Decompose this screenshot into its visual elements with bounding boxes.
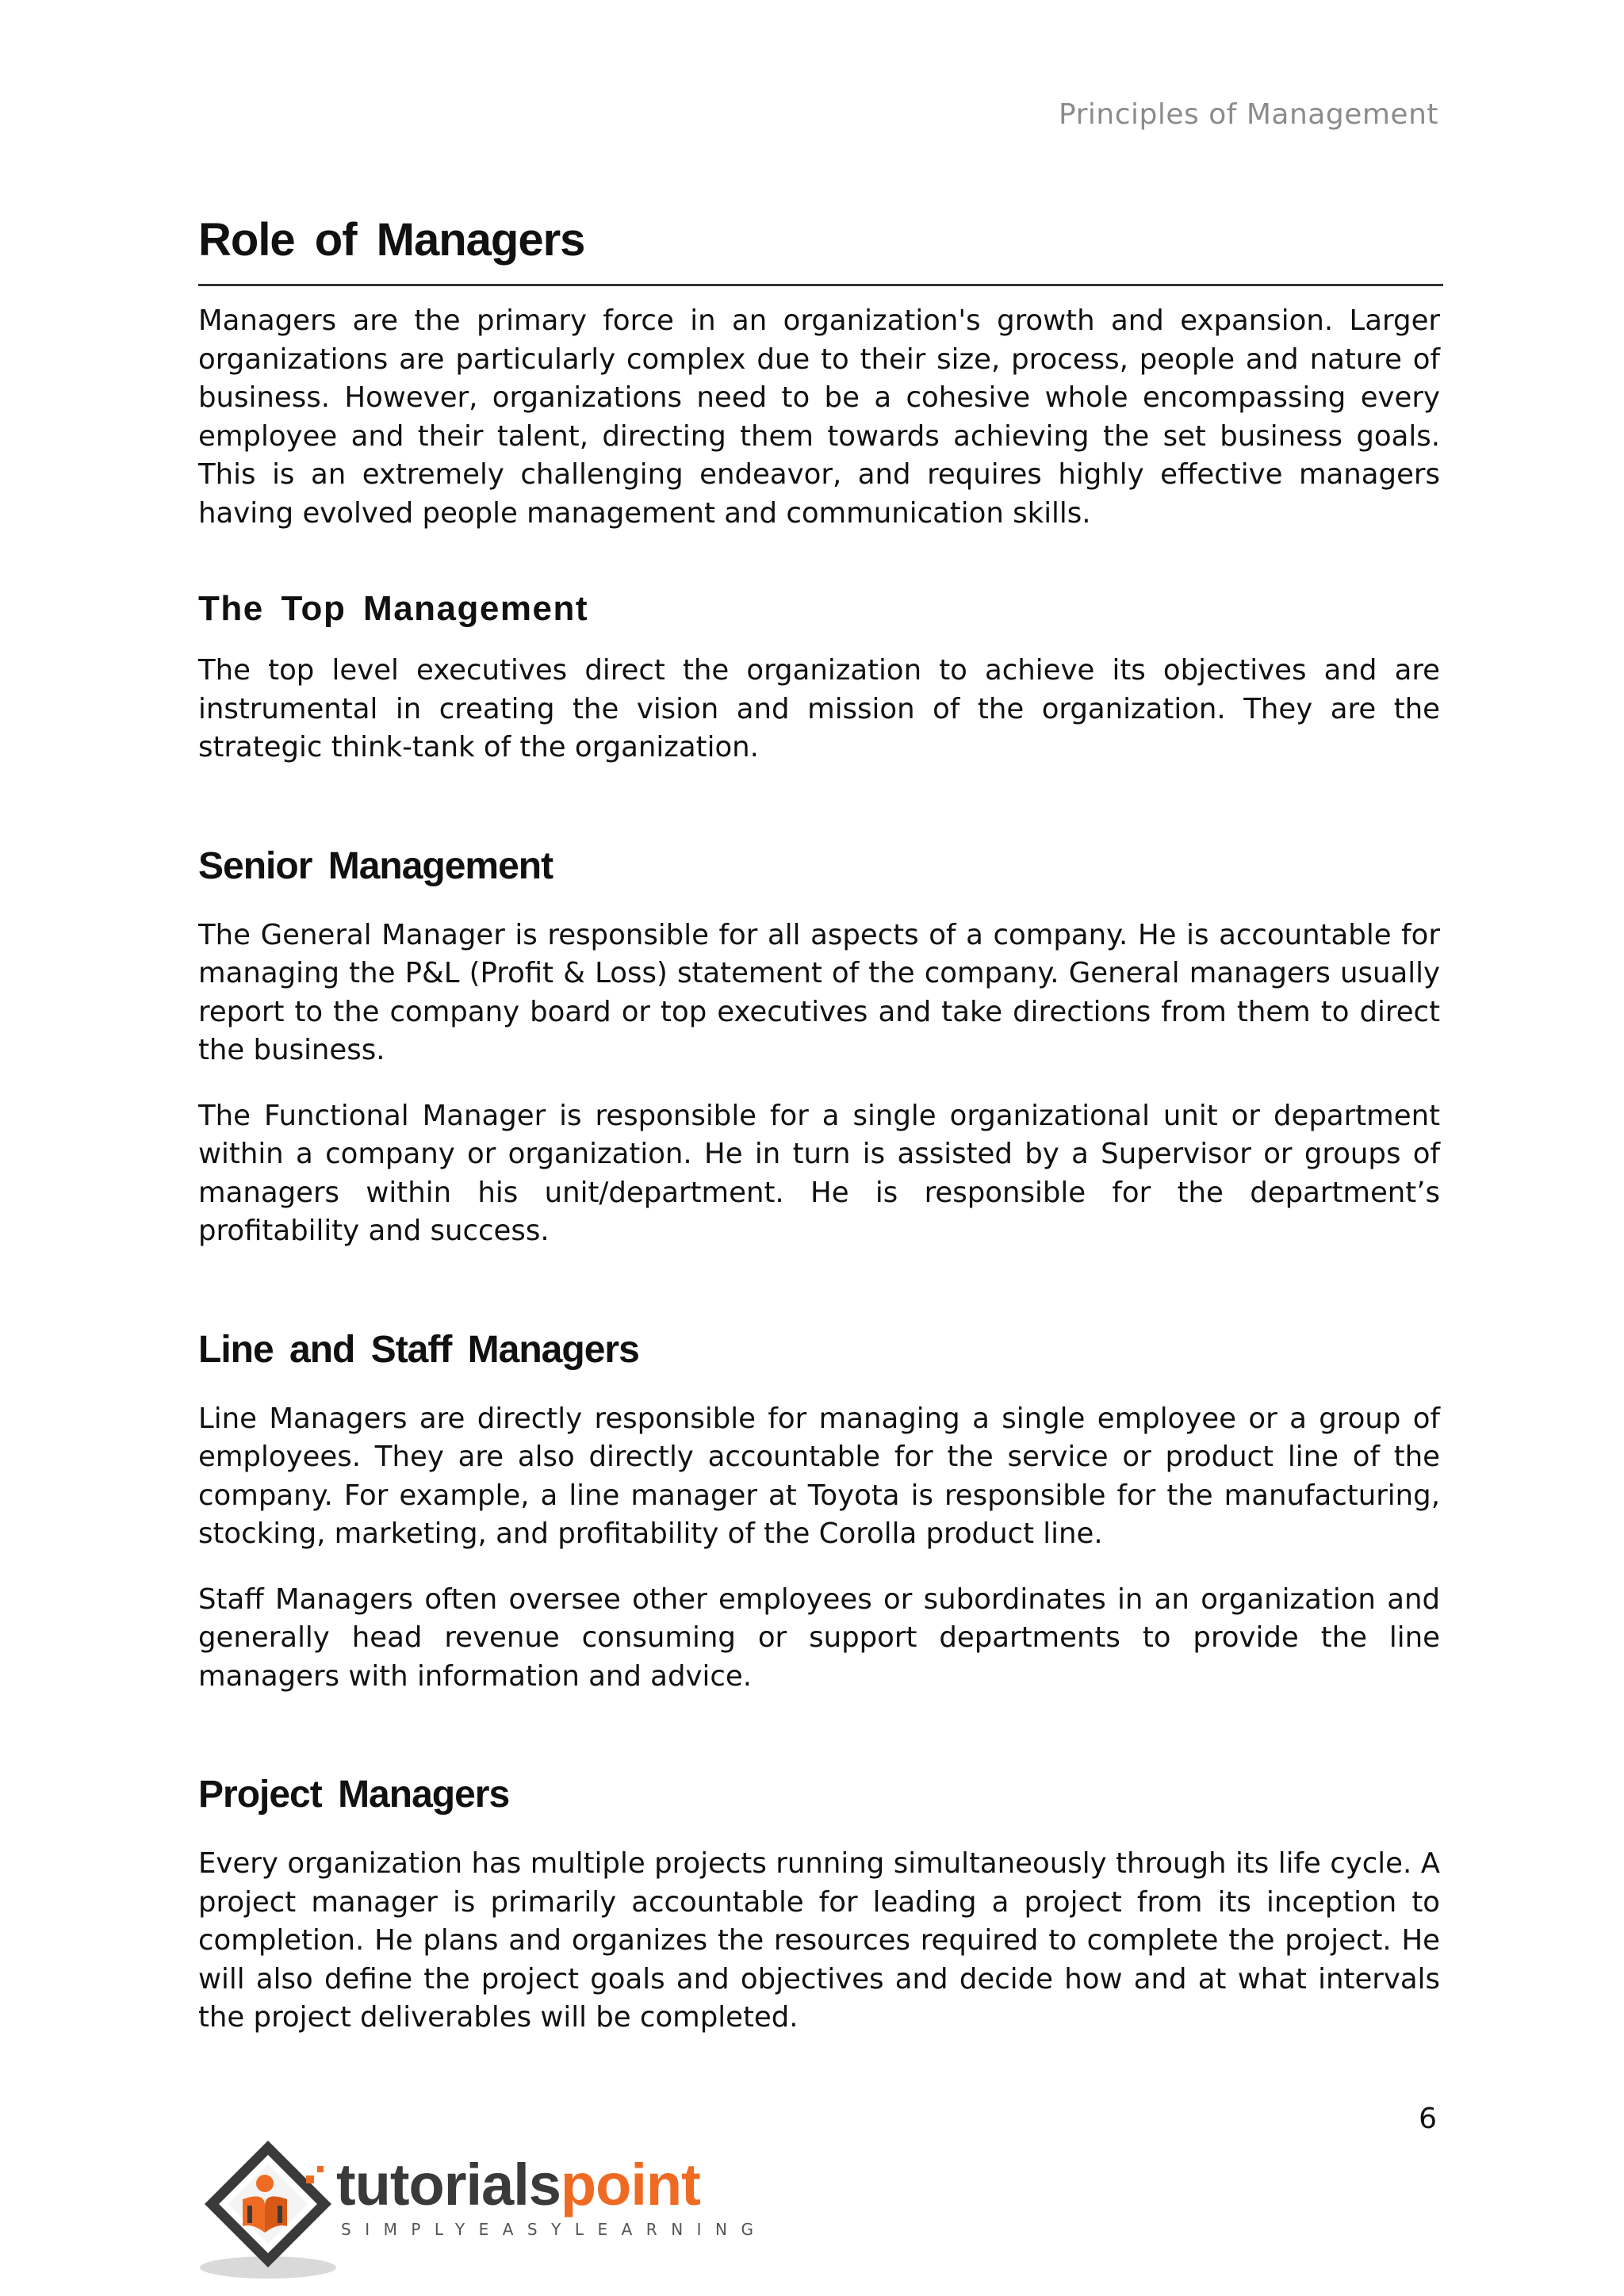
logo-word-tutorials: tutorials bbox=[336, 2152, 561, 2218]
tutorialspoint-logo-icon bbox=[195, 2131, 346, 2282]
chapter-title: Role of Managers bbox=[198, 214, 585, 266]
paragraph-line-managers: Line Managers are directly responsible for managing a single employee or a group of employees. They are also directly accountable for the service or product line of the company. For example, a line manager at Toyota is responsible for the manufacturing, stocking, marketing, and profitability of the Corolla product line. bbox=[198, 1402, 1440, 1550]
paragraph-functional-manager: The Functional Manager is responsible for a single organizational unit or department within a company or organization. He in turn is assisted by a Supervisor or groups of managers within his unit/department. He is responsible for the department’s profitability and success. bbox=[198, 1099, 1440, 1247]
logo-word-point: point bbox=[560, 2152, 700, 2218]
paragraph-staff-managers: Staff Managers often oversee other employees or subordinates in an organization and generally head revenue consuming or support departments to provide the line managers with information and advice. bbox=[198, 1582, 1440, 1693]
page-number: 6 bbox=[1419, 2103, 1437, 2135]
logo-wordmark bbox=[336, 2153, 700, 2217]
page-content bbox=[198, 208, 1440, 2064]
paragraph-top-management: The top level executives direct the organization to achieve its objectives and are instrumental in creating the vision and mission of the organization. They are the strategic think-tank of the organization. bbox=[198, 654, 1440, 763]
section-heading-senior-management: Senior Management bbox=[198, 844, 553, 887]
paragraph-general-manager: The General Manager is responsible for all aspects of a company. He is accountable for managing the P&L (Profit & Loss) statement of the company. General managers usually report to the company board or top executives and take directions from them to direct the business. bbox=[198, 918, 1440, 1066]
section-heading-project-managers: Project Managers bbox=[198, 1774, 510, 1816]
paragraph-project-managers: Every organization has multiple projects running simultaneously through its life cycle. A project manager is primarily accountable for leading a project from its inception to completion. He plans and organizes the resources required to complete the project. He will also define the project goals and objectives and decide how and at what intervals the project deliverables will be completed. bbox=[198, 1847, 1440, 2034]
intro-paragraph: Managers are the primary force in an organization's growth and expansion. Larger organizations are particularly complex due to their size, process, people and nature of business. However, organizations need to be a cohesive whole encompassing every employee and their talent, directing them towards achieving the set business goals. This is an extremely challenging endeavor, and requires highly effective managers having evolved people management and communication skills. bbox=[198, 304, 1440, 530]
section-heading-line-staff: Line and Staff Managers bbox=[198, 1328, 639, 1371]
section-heading-top-management: The Top Management bbox=[198, 589, 588, 628]
tutorialspoint-logo bbox=[195, 2131, 768, 2282]
title-divider bbox=[198, 284, 1443, 286]
running-header: Principles of Management bbox=[1059, 98, 1438, 131]
logo-tagline: SIMPLYEASYLEARNING bbox=[341, 2220, 768, 2239]
